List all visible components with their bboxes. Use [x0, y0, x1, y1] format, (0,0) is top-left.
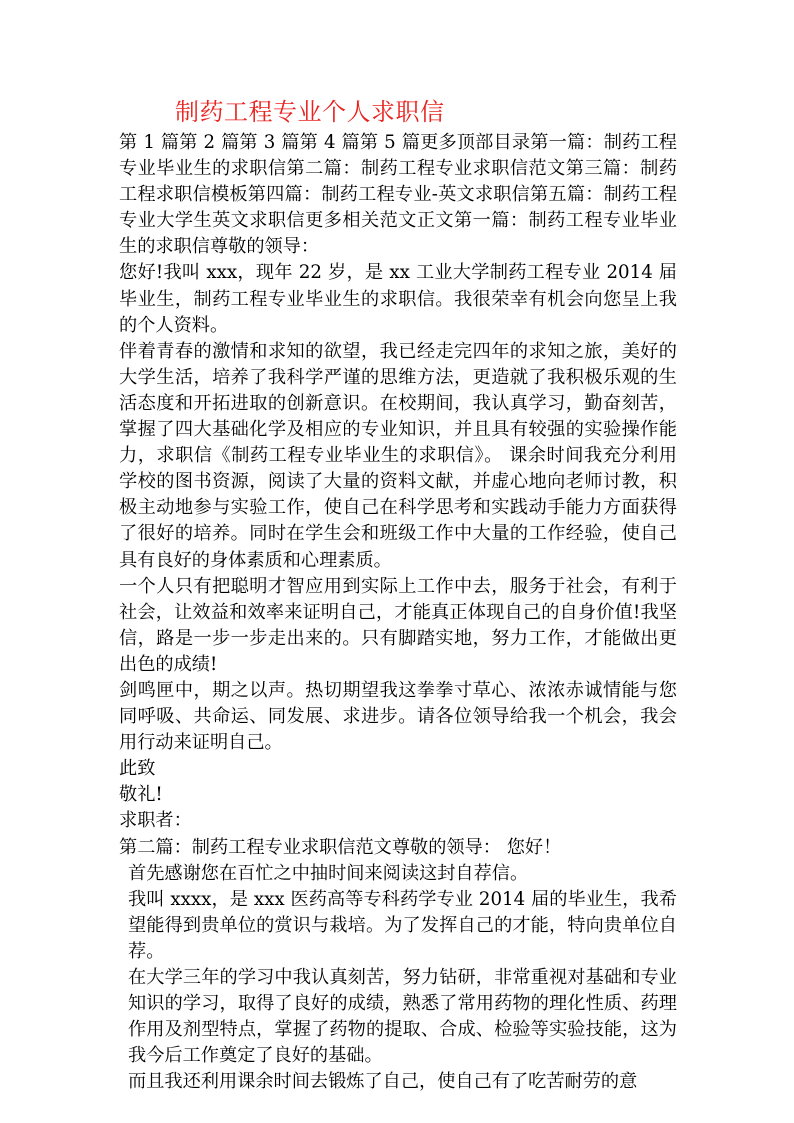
document-title: 制药工程专业个人求职信 — [175, 98, 445, 126]
paragraph-regards: 敬礼! — [119, 784, 163, 806]
paragraph-thanks: 首先感谢您在百忙之中抽时间来阅读这封自荐信。 — [128, 862, 529, 884]
paragraph-values: 一个人只有把聪明才智应用到实际上工作中去，服务于社会，有利于社会，让效益和效率来证明自己，才能真正体现自己的自身价值!我坚信，路是一步一步走出来的。只有脚踏实地，努力工作，才能做出更出色的成绩! — [119, 575, 677, 675]
paragraph-extracurricular: 而且我还利用课余时间去锻炼了自己，使自己有了吃苦耐劳的意 — [128, 1071, 638, 1093]
paragraph-salutation: 此致 — [119, 758, 156, 780]
paragraph-greeting: 您好!我叫 xxx，现年 22 岁，是 xx 工业大学制药工程专业 2014 届毕业生，制药工程专业毕业生的求职信。我很荣幸有机会向您呈上我的个人资料。 — [119, 262, 677, 336]
paragraph-study: 在大学三年的学习中我认真刻苦，努力钻研，非常重视对基础和专业知识的学习，取得了良好的成绩，熟悉了常用药物的理化性质、药理作用及剂型特点，掌握了药物的提取、合成、检验等实验技能，这为我今后工作奠定了良好的基础。 — [128, 967, 677, 1067]
paragraph-introduction: 我叫 xxxx，是 xxx 医药高等专科药学专业 2014 届的毕业生，我希望能得到贵单位的赏识与栽培。为了发挥自己的才能，特向贵单位自荐。 — [128, 888, 677, 962]
paragraph-signature: 求职者： — [119, 810, 192, 832]
paragraph-second-letter-heading: 第二篇：制药工程专业求职信范文尊敬的领导： 您好！ — [119, 836, 562, 858]
document-body — [119, 130, 677, 1095]
paragraph-education: 伴着青春的激情和求知的欲望，我已经走完四年的求知之旅，美好的大学生活，培养了我科学严谨的思维方法，更造就了我积极乐观的生活态度和开拓进取的创新意识。在校期间，我认真学习，勤奋刻苦，掌握了四大基础化学及相应的专业知识，并且具有较强的实验操作能力，求职信《制药工程专业毕业生的求职信》。 课余时间我充分利用学校的图书资源，阅读了大量的资料文献，并虚心地向老师讨教，积极主动地参与实验工作，使自己在科学思考和实践动手能力方面获得了很好的培养。同时在学生会和班级工作中大量的工作经验，使自己具有良好的身体素质和心理素质。 — [119, 340, 677, 571]
paragraph-table-of-contents: 第 1 篇第 2 篇第 3 篇第 4 篇第 5 篇更多顶部目录第一篇：制药工程专业毕业生的求职信第二篇：制药工程专业求职信范文第三篇：制药工程求职信模板第四篇：制药工程专业-英文求职信第五篇：制药工程专业大学生英文求职信更多相关范文正文第一篇：制药工程专业毕业生的求职信尊敬的领导： — [119, 132, 677, 258]
paragraph-closing-appeal: 剑鸣匣中，期之以声。热切期望我这拳拳寸草心、浓浓赤诚情能与您同呼吸、共命运、同发展、求进步。请各位领导给我一个机会，我会用行动来证明自己。 — [119, 679, 677, 754]
